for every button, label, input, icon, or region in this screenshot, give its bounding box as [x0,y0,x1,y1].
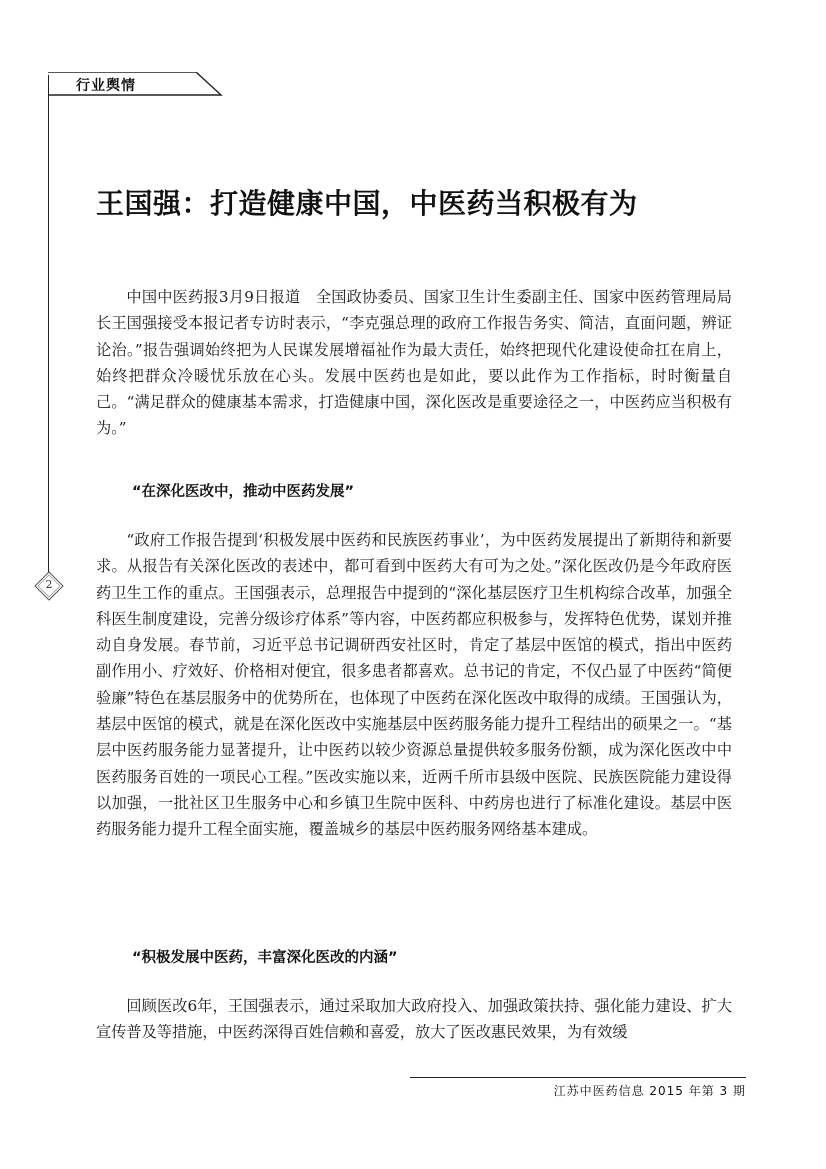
footer-publication: 江苏中医药信息 2015 年第 3 期 [553,1084,746,1098]
page-number: 2 [45,578,53,591]
subhead-deepen-reform: “在深化医改中，推动中医药发展” [132,484,355,500]
section-tag [48,72,223,96]
margin-rule [48,75,49,573]
subhead-enrich-reform: “积极发展中医药，丰富深化医改的内涵” [132,950,398,966]
paragraph-intro: 中国中医药报3月9日报道 全国政协委员、国家卫生计生委副主任、国家中医药管理局局长王国强接受本报记者专访时表示，“李克强总理的政府工作报告务实、简洁，直面问题，辨证论治。”报告强调始终把为人民谋发展增福祉作为最大责任，始终把现代化建设使命扛在肩上，始终把群众冷暖忧乐放在心头。发展中医药也是如此，要以此作为工作指标，时时衡量自己。“满足群众的健康基本需求，打造健康中国，深化医改是重要途径之一，中医药应当积极有为。” [96,288,732,438]
paragraph-reform: “政府工作报告提到‘积极发展中医药和民族医药事业’，为中医药发展提出了新期待和新要求。从报告有关深化医改的表述中，都可看到中医药大有可为之处。”深化医改仍是今年政府医药卫生工作的重点。王国强表示，总理报告中提到的“深化基层医疗卫生机构综合改革，加强全科医生制度建设，完善分级诊疗体系”等内容，中医药都应积极参与，发挥特色优势，谋划并推动自身发展。春节前，习近平总书记调研西安社区时，肯定了基层中医馆的模式，指出中医药副作用小、疗效好、价格相对便宜，很多患者都喜欢。总书记的肯定，不仅凸显了中医药“简便验廉”特色在基层服务中的优势所在，也体现了中医药在深化医改中取得的成绩。王国强认为，基层中医馆的模式，就是在深化医改中实施基层中医药服务能力提升工程结出的硕果之一。“基层中医药服务能力显著提升，让中医药以较少资源总量提供较多服务份额，成为深化医改中中医药服务百姓的一项民心工程。”医改实施以来，近两千所市县级中医院、民族医院能力建设得以加强，一批社区卫生服务中心和乡镇卫生院中医科、中药房也进行了标准化建设。基层中医药服务能力提升工程全面实施，覆盖城乡的基层中医药服务网络基本建成。 [96,531,732,839]
article-title: 王国强：打造健康中国，中医药当积极有为 [96,187,638,220]
page-number-badge [34,571,64,601]
paragraph-review: 回顾医改6年，王国强表示，通过采取加大政府投入、加强政策扶持、强化能力建设、扩大宣传普及等措施，中医药深得百姓信赖和喜爱，放大了医改惠民效果，为有效缓 [96,997,732,1042]
section-label: 行业舆情 [76,78,136,94]
footer-rule [410,1077,746,1078]
